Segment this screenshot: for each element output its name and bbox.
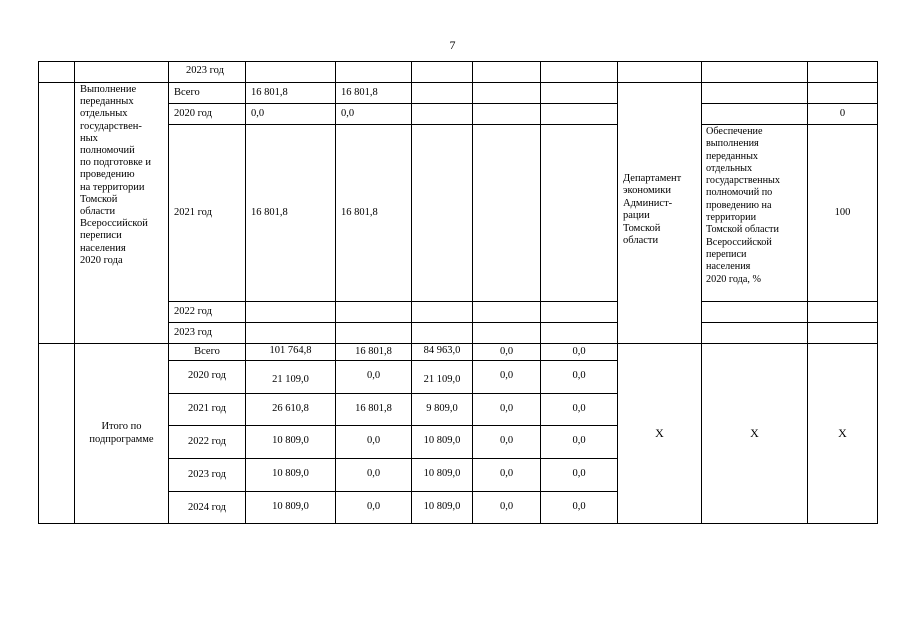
year-cell: 2021 год: [188, 403, 226, 414]
regional-cell: 10 809,0: [423, 501, 461, 512]
year-cell: 2023 год: [174, 327, 212, 338]
year-cell: 2023 год: [188, 469, 226, 480]
x-mark: X: [750, 426, 759, 440]
local-cell: 0,0: [499, 346, 514, 357]
year-cell: 2022 год: [174, 306, 212, 317]
federal-cell: 16 801,8: [355, 403, 392, 414]
federal-cell: 0,0: [366, 370, 381, 381]
other-cell: 0,0: [572, 501, 586, 512]
total-cell: 26 610,8: [272, 403, 309, 414]
responsible-executor: Департамент экономики Админист- рации Томской области: [623, 173, 682, 247]
regional-cell: 9 809,0: [426, 403, 458, 414]
total-cell: 101 764,8: [269, 345, 312, 356]
regional-cell: 84 963,0: [423, 345, 461, 356]
local-cell: 0,0: [499, 468, 514, 479]
federal-cell: 0,0: [341, 108, 355, 119]
total-cell: 10 809,0: [272, 468, 309, 479]
x-mark: X: [838, 426, 847, 440]
total-cell: 0,0: [251, 108, 265, 119]
x-mark: X: [655, 426, 664, 440]
event-name: Выполнение переданных отдельных государствен- ных полномочий по подготовке и проведению на территории Томской области Всероссийской переписи населения 2020 года: [80, 84, 151, 266]
federal-cell: 16 801,8: [341, 87, 378, 98]
subprogram-total-label: Итого по подпрограмме: [89, 421, 154, 445]
indicator-value-cell: 100: [834, 207, 851, 218]
year-cell: 2020 год: [174, 108, 212, 119]
local-cell: 0,0: [499, 435, 514, 446]
regional-cell: 21 109,0: [423, 374, 461, 385]
regional-cell: 10 809,0: [423, 468, 461, 479]
regional-cell: 10 809,0: [423, 435, 461, 446]
total-cell: 10 809,0: [272, 501, 309, 512]
total-cell: 16 801,8: [251, 87, 288, 98]
indicator-name: Обеспечение выполнения переданных отдельных государственных полномочий по проведению на территории Томской области Всероссийской переписи населения 2020 года, %: [706, 126, 780, 285]
total-cell: 10 809,0: [272, 435, 309, 446]
other-cell: 0,0: [572, 346, 586, 357]
local-cell: 0,0: [499, 501, 514, 512]
year-cell: 2024 год: [188, 502, 226, 513]
total-cell: 16 801,8: [251, 207, 288, 218]
indicator-value-cell: 0: [839, 108, 846, 119]
year-cell: 2022 год: [188, 436, 226, 447]
federal-cell: 0,0: [366, 501, 381, 512]
year-cell: 2023 год: [186, 65, 224, 76]
total-cell: 21 109,0: [272, 374, 309, 385]
other-cell: 0,0: [572, 468, 586, 479]
other-cell: 0,0: [572, 403, 586, 414]
other-cell: 0,0: [572, 370, 586, 381]
federal-cell: 16 801,8: [341, 207, 378, 218]
federal-cell: 0,0: [366, 435, 381, 446]
year-cell: Всего: [174, 87, 200, 98]
year-cell: 2020 год: [188, 370, 226, 381]
other-cell: 0,0: [572, 435, 586, 446]
local-cell: 0,0: [499, 370, 514, 381]
federal-cell: 16 801,8: [355, 346, 392, 357]
federal-cell: 0,0: [366, 468, 381, 479]
page-number: 7: [449, 38, 456, 52]
year-cell: Всего: [194, 346, 220, 357]
year-cell: 2021 год: [174, 207, 212, 218]
local-cell: 0,0: [499, 403, 514, 414]
